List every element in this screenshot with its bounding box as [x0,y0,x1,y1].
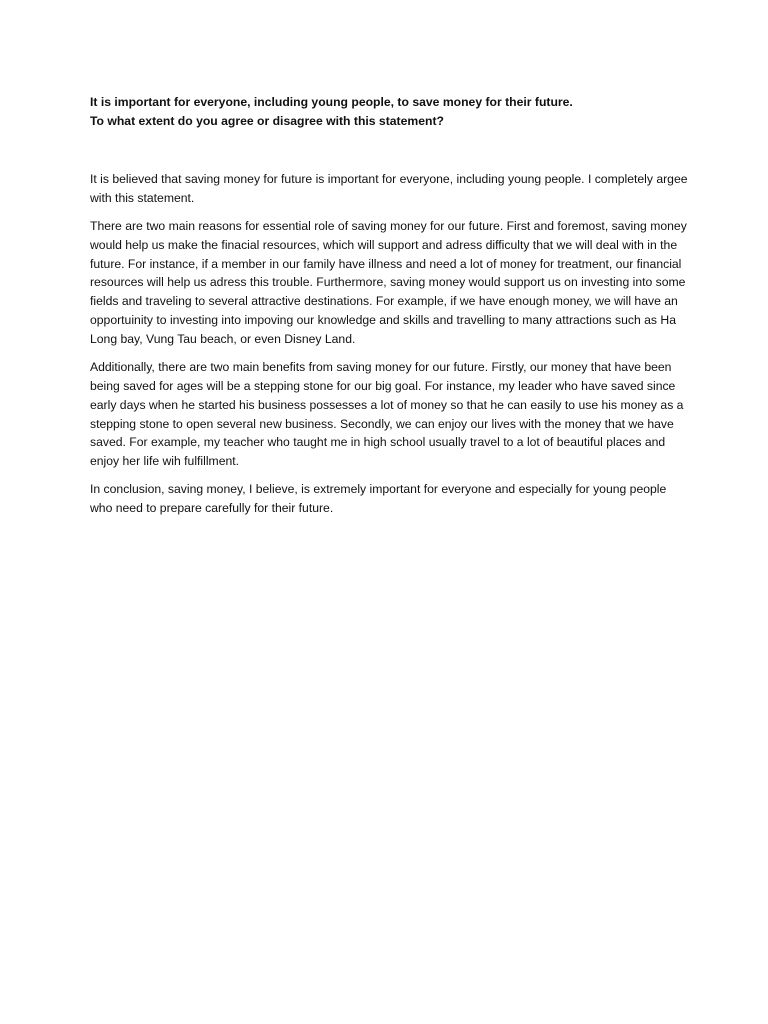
prompt-question: To what extent do you agree or disagree with this statement? [90,114,444,128]
body-paragraph-reasons: There are two main reasons for essential role of saving money for our future. First and foremost, saving money would help us make the finacial resources, which will support and adress difficulty that we will deal with in the future. For instance, if a member in our family have illness and need a lot of money for treatment, our financial resources will help us adress this trouble. Furthermore, saving money would support us on investing into some fields and traveling to several attractive destinations. For example, if we have enough money, we will have an opportuinity to investing into impoving our knowledge and skills and travelling to many attractions such as Ha Long bay, Vung Tau beach, or even Disney Land. [90,219,687,346]
conclusion-paragraph: In conclusion, saving money, I believe, is extremely important for everyone and especially for young people who need to prepare carefully for their future. [90,482,667,516]
introduction-paragraph: It is believed that saving money for future is important for everyone, including young people. I completely argee with this statement. [90,172,688,205]
prompt-statement: It is important for everyone, including young people, to save money for their future. [90,95,573,109]
essay-prompt [90,93,690,131]
essay-body [90,170,690,518]
document-page [90,93,690,528]
body-paragraph-benefits: Additionally, there are two main benefits from saving money for our future. Firstly, our money that have been being saved for ages will be a stepping stone for our big goal. For instance, my leader who have saved since early days when he started his business possesses a lot of money so that he can easily to use his money as a stepping stone to open several new business. Secondly, we can enjoy our lives with the money that we have saved. For example, my teacher who taught me in high school usually travel to a lot of beautiful places and enjoy her life wih fulfillment. [90,360,684,469]
